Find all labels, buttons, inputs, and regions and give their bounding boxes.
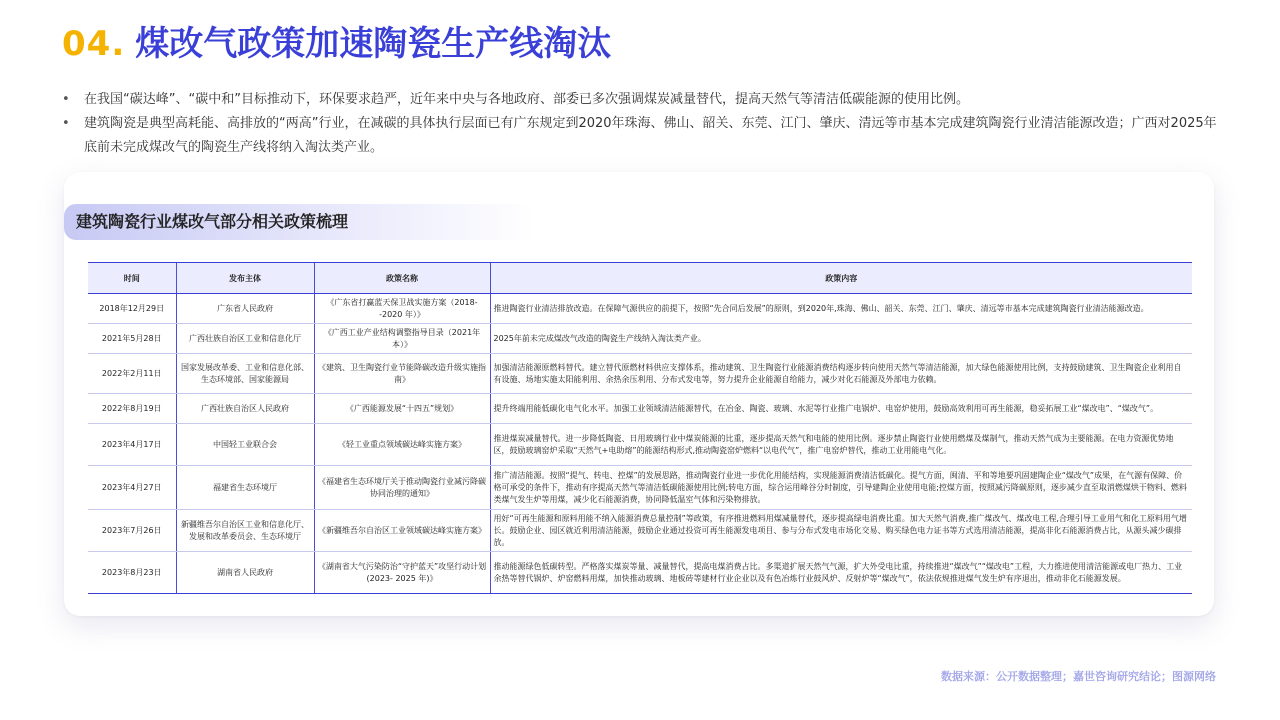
section-number: 04.	[62, 24, 126, 64]
header-policy-content: 政策内容	[490, 263, 1192, 294]
cell-policy-content: 用好“可再生能源和原料用能不纳入能源消费总量控制”等政策，有序推进燃料用煤减量替代，逐步提高绿电消费比重。加大天然气消费,推广煤改气、煤改电工程,合理引导工业用气和化工原料用气增长。鼓励企业、园区就近利用清洁能源，鼓励企业通过投资可再生能源发电项目、参与分布式发电市场化交易、购买绿色电力证书等方式选用清洁能源，提高非化石能源消费占比，从源头减少碳排放。	[490, 510, 1192, 552]
cell-policy-content: 推动能源绿色低碳转型。严格落实煤炭等量、减量替代，提高电煤消费占比。多渠道扩展天然气气源，扩大外受电比重，持续推进“煤改气”“煤改电”工程，大力推进使用清洁能源或电厂热力、工业余热等替代锅炉、炉窑燃料用煤，加快推动玻璃、地板砖等建材行业企业以及有色冶炼行业鼓风炉、反射炉等“煤改气”，依法依规推进煤气发生炉有序退出，推动非化石能源发展。	[490, 552, 1192, 594]
cell-policy-name: 《广西工业产业结构调整指导目录（2021年本）》	[314, 324, 490, 354]
header-issuer: 发布主体	[176, 263, 314, 294]
cell-issuer: 福建省生态环境厅	[176, 466, 314, 510]
cell-issuer: 新疆维吾尔自治区工业和信息化厅、发展和改革委员会、生态环境厅	[176, 510, 314, 552]
bullet-dot-icon: •	[62, 116, 70, 131]
cell-date: 2023年4月17日	[88, 424, 176, 466]
cell-policy-name: 《福建省生态环境厅关于推动陶瓷行业减污降碳协同治理的通知》	[314, 466, 490, 510]
cell-policy-content: 加强清洁能源原燃料替代。建立替代原燃材料供应支撑体系，推动建筑、卫生陶瓷行业能源消费结构逐步转向使用天然气等清洁能源，加大绿色能源使用比例，支持鼓励建筑、卫生陶瓷企业利用自有设施、场地实施太阳能利用、余热余压利用、分布式发电等，努力提升企业能源自给能力，减少对化石能源及外部电力依赖。	[490, 354, 1192, 394]
bullet-dot-icon: •	[62, 92, 70, 107]
cell-policy-content: 推进煤炭减量替代。进一步降低陶瓷、日用玻璃行业中煤炭能源的比重，逐步提高天然气和电能的使用比例。逐步禁止陶瓷行业使用燃煤及煤制气，推动天然气成为主要能源。在电力资源优势地区，鼓励玻璃窑炉采取“天然气+电助熔”的能源结构形式,推动陶瓷窑炉燃料“以电代气”，推广电窑炉替代，推动工业用能电气化。	[490, 424, 1192, 466]
cell-issuer: 湖南省人民政府	[176, 552, 314, 594]
header-date: 时间	[88, 263, 176, 294]
cell-policy-name: 《轻工业重点领域碳达峰实施方案》	[314, 424, 490, 466]
cell-date: 2023年4月27日	[88, 466, 176, 510]
cell-policy-name: 《广东省打赢蓝天保卫战实施方案（2018- -2020 年）》	[314, 294, 490, 324]
cell-policy-content: 2025年前未完成煤改气改造的陶瓷生产线纳入淘汰类产业。	[490, 324, 1192, 354]
cell-issuer: 广西壮族自治区工业和信息化厅	[176, 324, 314, 354]
policy-table	[88, 262, 1192, 594]
cell-date: 2022年8月19日	[88, 394, 176, 424]
bullet-item	[62, 88, 1222, 112]
table-row	[88, 294, 1192, 324]
table-row	[88, 324, 1192, 354]
bullet-item	[62, 112, 1222, 160]
cell-policy-name: 《新疆维吾尔自治区工业领域碳达峰实施方案》	[314, 510, 490, 552]
policy-card	[64, 172, 1214, 616]
cell-issuer: 中国轻工业联合会	[176, 424, 314, 466]
card-title: 建筑陶瓷行业煤改气部分相关政策梳理	[64, 204, 534, 240]
cell-policy-content: 提升终端用能低碳化电气化水平。加强工业领域清洁能源替代，在冶金、陶瓷、玻璃、水泥等行业推广电锅炉、电窑炉使用，鼓励高效利用可再生能源，稳妥拓展工业“煤改电”、“煤改气”。	[490, 394, 1192, 424]
cell-policy-content: 推广清洁能源。按照“提气、转电、控煤”的发展思路，推动陶瓷行业进一步优化用能结构，实现能源消费清洁低碳化。提气方面，闽清、平和等地要巩固建陶企业“煤改气”成果，在气源有保障、价格可承受的条件下，推动有序提高天然气等清洁低碳能源使用比例;转电方面，综合运用峰谷分时制度，引导建陶企业使用电能;控煤方面，按照减污降碳原则，逐步减少直至取消燃煤烘干物料、燃料类煤气发生炉等用煤，减少化石能源消费，协同降低温室气体和污染物排放。	[490, 466, 1192, 510]
cell-date: 2022年2月11日	[88, 354, 176, 394]
bullet-list	[62, 88, 1222, 160]
table-header-row	[88, 263, 1192, 294]
cell-date: 2023年8月23日	[88, 552, 176, 594]
bullet-text: 建筑陶瓷是典型高耗能、高排放的“两高”行业，在减碳的具体执行层面已有广东规定到2020年珠海、佛山、韶关、东莞、江门、肇庆、清远等市基本完成建筑陶瓷行业清洁能源改造；广西对2025年底前未完成煤改气的陶瓷生产线将纳入淘汰类产业。	[84, 116, 1217, 155]
header-policy-name: 政策名称	[314, 263, 490, 294]
cell-date: 2021年5月28日	[88, 324, 176, 354]
cell-date: 2023年7月26日	[88, 510, 176, 552]
bullet-text: 在我国“碳达峰”、“碳中和”目标推动下，环保要求趋严，近年来中央与各地政府、部委已多次强调煤炭减量替代，提高天然气等清洁低碳能源的使用比例。	[84, 92, 969, 107]
cell-issuer: 广东省人民政府	[176, 294, 314, 324]
table-row	[88, 354, 1192, 394]
table-row	[88, 424, 1192, 466]
cell-policy-content: 推进陶瓷行业清洁排放改造。在保障气源供应的前提下，按照“先合同后发展”的原则，到2020年,珠海、佛山、韶关、东莞、江门、肇庆、清远等市基本完成建筑陶瓷行业清洁能源改造。	[490, 294, 1192, 324]
cell-policy-name: 《建筑、卫生陶瓷行业节能降碳改造升级实施指南》	[314, 354, 490, 394]
cell-date: 2018年12月29日	[88, 294, 176, 324]
table-row	[88, 552, 1192, 594]
cell-issuer: 国家发展改革委、工业和信息化部、生态环境部、国家能源局	[176, 354, 314, 394]
cell-policy-name: 《湖南省大气污染防治“守护蓝天”攻坚行动计划(2023- 2025 年)》	[314, 552, 490, 594]
cell-policy-name: 《广西能源发展“十四五”规划》	[314, 394, 490, 424]
table-row	[88, 466, 1192, 510]
table-row	[88, 394, 1192, 424]
data-source-note: 数据来源：公开数据整理；嘉世咨询研究结论；图源网络	[941, 670, 1216, 683]
title-text: 煤改气政策加速陶瓷生产线淘汰	[135, 24, 612, 64]
cell-issuer: 广西壮族自治区人民政府	[176, 394, 314, 424]
table-row	[88, 510, 1192, 552]
page-title	[62, 20, 611, 68]
